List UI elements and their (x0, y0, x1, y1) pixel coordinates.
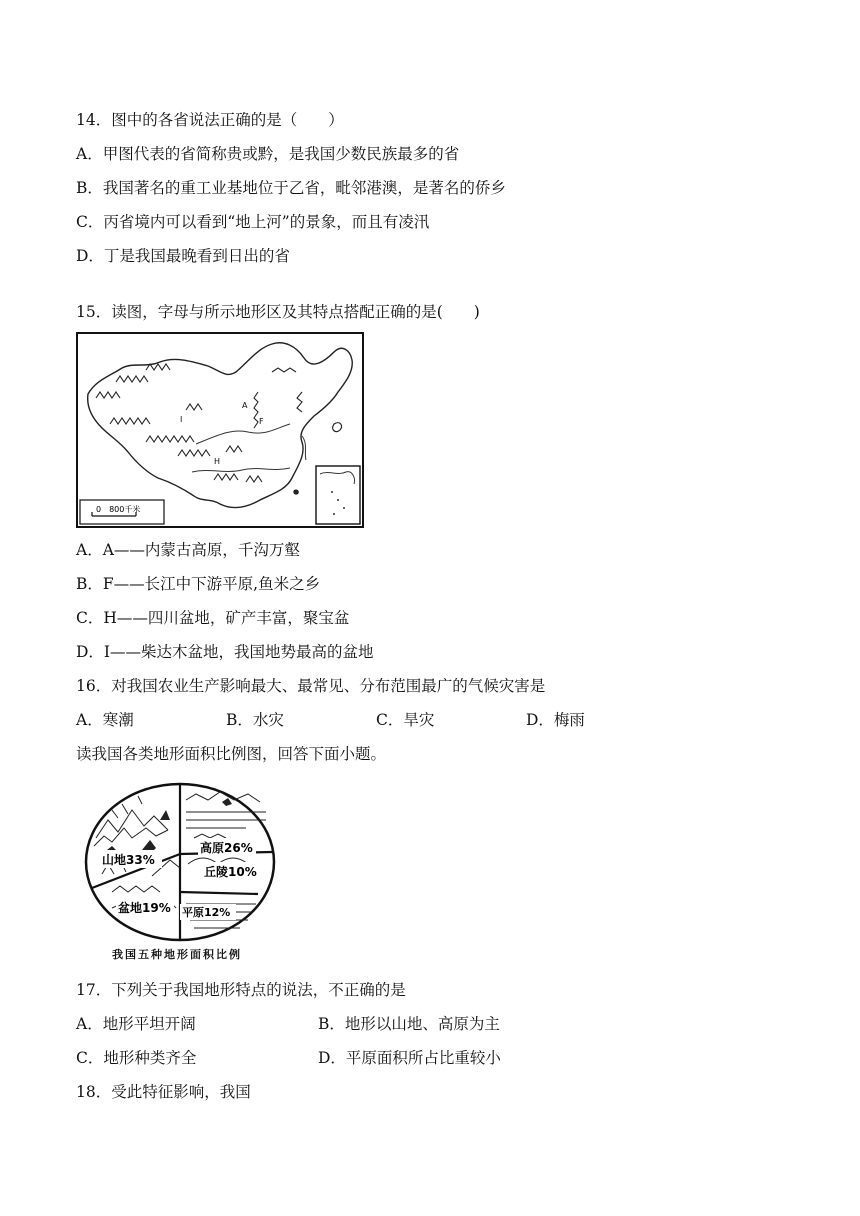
q16-option-c: C．旱灾 (376, 711, 435, 729)
map-label-f: F (259, 417, 264, 426)
terrain-ratio-pie (82, 780, 278, 948)
q17-option-b: B．地形以山地、高原为主 (318, 1015, 500, 1033)
q15-stem: 15．读图，字母与所示地形区及其特点搭配正确的是( ) (76, 303, 480, 321)
q15-option-b: B．F——长江中下游平原,鱼米之乡 (76, 575, 321, 593)
q14-option-b: B．我国著名的重工业基地位于乙省，毗邻港澳，是著名的侨乡 (76, 179, 506, 197)
q17-option-d: D．平原面积所占比重较小 (318, 1049, 501, 1067)
q17-option-a: A．地形平坦开阔 (76, 1015, 196, 1033)
q16-option-d: D．梅雨 (526, 711, 585, 729)
q15-option-c: C．H——四川盆地，矿产丰富，聚宝盆 (76, 609, 350, 627)
pie-label-plateau: 高原26% (200, 841, 253, 855)
q15-option-d: D．I——柴达木盆地，我国地势最高的盆地 (76, 643, 374, 661)
map-label-a: A (242, 401, 248, 410)
q16-option-b: B．水灾 (226, 711, 284, 729)
figure-caption: 我国五种地形面积比例 (112, 948, 242, 961)
q14-stem: 14．图中的各省说法正确的是（ ） (76, 111, 344, 129)
map-scale-label: 0 800千米 (96, 505, 141, 514)
pie-label-basin: 盆地19% (118, 901, 171, 915)
terrain-ratio-figure (82, 780, 278, 948)
intro-text: 读我国各类地形面积比例图，回答下面小题。 (76, 745, 387, 763)
q16-options (76, 710, 776, 730)
q14-option-a: A．甲图代表的省简称贵或黔，是我国少数民族最多的省 (76, 145, 460, 163)
q16-option-a: A．寒潮 (76, 711, 134, 729)
map-label-h: H (214, 457, 221, 466)
q15-option-a: A．A——内蒙古高原，千沟万壑 (76, 541, 300, 559)
q18-stem: 18．受此特征影响，我国 (76, 1083, 251, 1101)
q14-option-d: D．丁是我国最晚看到日出的省 (76, 247, 290, 265)
q17-option-c: C．地形种类齐全 (76, 1049, 197, 1067)
china-terrain-map (76, 332, 364, 528)
pie-label-plain: 平原12% (182, 906, 231, 919)
q16-stem: 16．对我国农业生产影响最大、最常见、分布范围最广的气候灾害是 (76, 677, 546, 695)
map-label-i: I (180, 415, 183, 424)
pie-label-mountain: 山地33% (102, 853, 155, 867)
q17-stem: 17．下列关于我国地形特点的说法，不正确的是 (76, 981, 406, 999)
china-terrain-map-drawing (76, 332, 364, 528)
q17-options-row1 (76, 1014, 776, 1034)
q14-option-c: C．丙省境内可以看到“地上河”的景象，而且有凌汛 (76, 213, 430, 231)
q17-options-row2 (76, 1048, 776, 1068)
pie-label-hills: 丘陵10% (204, 865, 257, 879)
